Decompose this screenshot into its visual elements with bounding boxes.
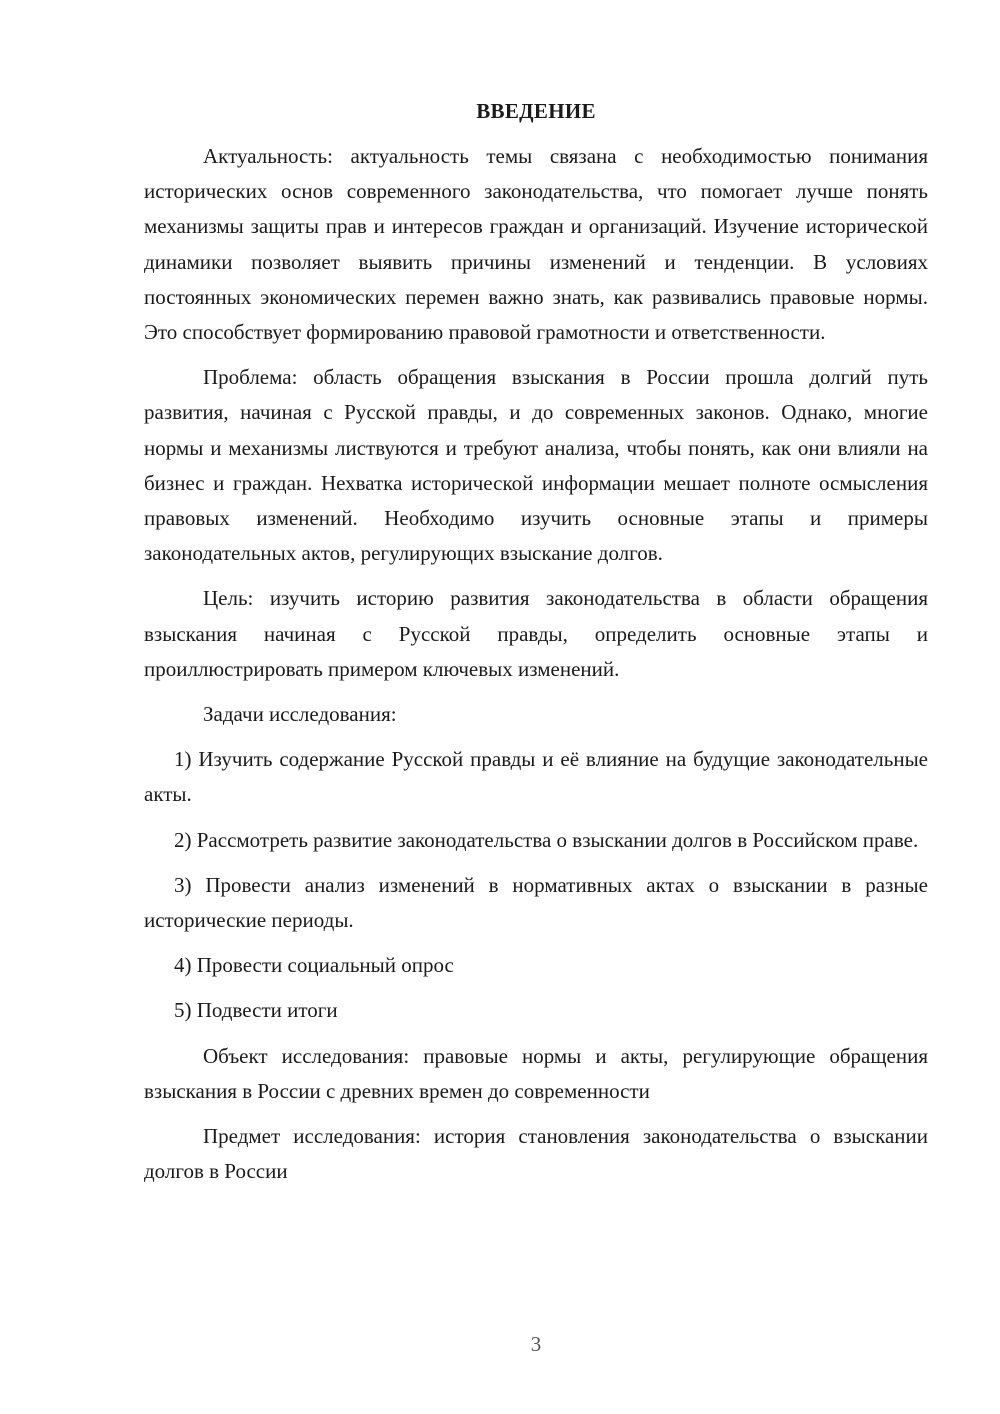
relevance-paragraph: Актуальность: актуальность темы связана с необходимостью понимания исторических основ современного законодательства, что помогает лучше понять механизмы защиты прав и интересов граждан и организаций. Изучение исторической динамики позволяет выявить причины изменений и тенденции. В условиях постоянных экономических перемен важно знать, как развивались правовые нормы. Это способствует формированию правовой грамотности и ответственности. <box>144 144 928 345</box>
task-item: 1) Изучить содержание Русской правды и её влияние на будущие законодательные акты. <box>144 747 928 807</box>
task-item: 3) Провести анализ изменений в нормативных актах о взыскании в разные исторические периоды. <box>144 872 928 933</box>
object-paragraph: Объект исследования: правовые нормы и акты, регулирующие обращения взыскания в России с древних времен до современности <box>144 1043 928 1103</box>
tasks-heading: Задачи исследования: <box>203 702 397 727</box>
page-content <box>144 94 928 1199</box>
page-number: 3 <box>530 1332 542 1356</box>
task-item: 4) Провести социальный опрос <box>174 953 454 978</box>
goal-paragraph: Цель: изучить историю развития законодательства в области обращения взыскания начиная с Русской правды, определить основные этапы и проиллюстрировать примером ключевых изменений. <box>144 586 928 681</box>
task-item: 2) Рассмотреть развитие законодательства о взыскании долгов в Российском праве. <box>174 827 919 852</box>
page-title: ВВЕДЕНИЕ <box>476 99 596 123</box>
task-item: 5) Подвести итоги <box>174 998 338 1023</box>
problem-paragraph: Проблема: область обращения взыскания в России прошла долгий путь развития, начиная с Русской правды, и до современных законов. Однако, многие нормы и механизмы листвуются и требуют анализа, чтобы понять, как они влияли на бизнес и граждан. Нехватка исторической информации мешает полноте осмысления правовых изменений. Необходимо изучить основные этапы и примеры законодательных актов, регулирующих взыскание долгов. <box>144 365 928 566</box>
subject-paragraph: Предмет исследования: история становления законодательства о взыскании долгов в России <box>144 1124 928 1184</box>
